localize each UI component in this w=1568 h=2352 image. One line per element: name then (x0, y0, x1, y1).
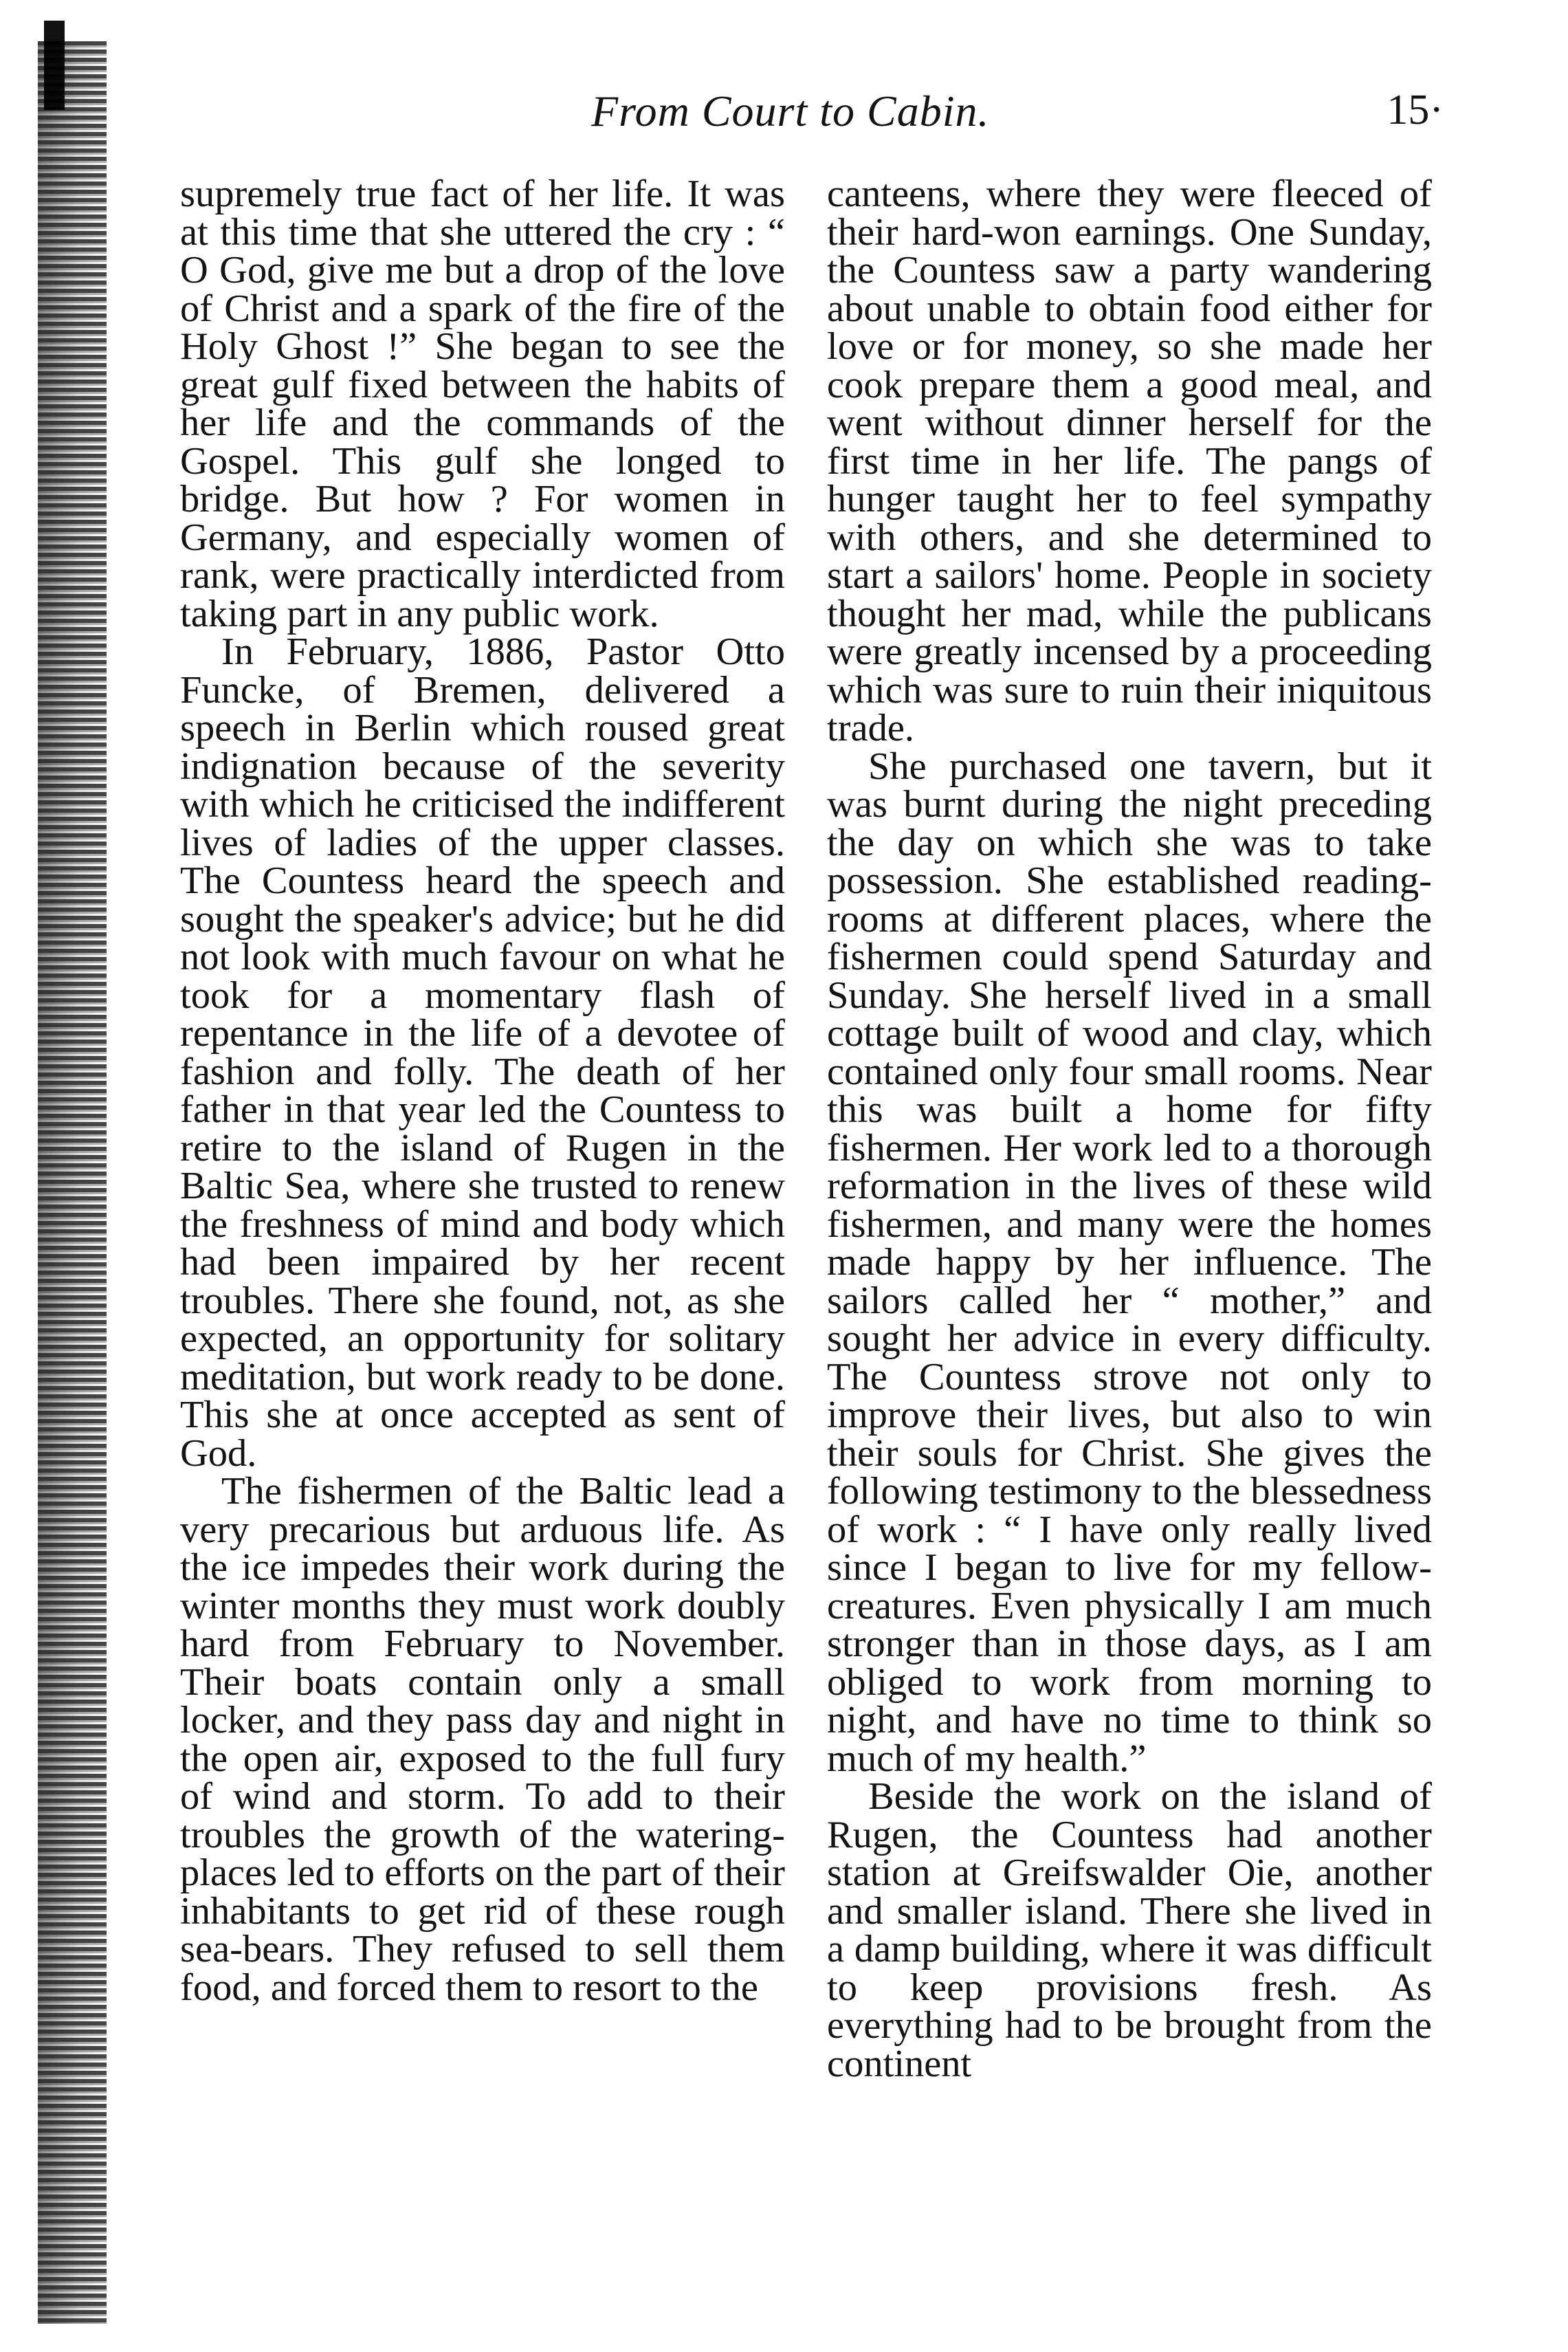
paragraph: canteens, where they were fleeced of their hard-won earnings. One Sunday, the Countess saw a party wandering about unable to obtain food either for love or for money, so she made her cook prepare them a good meal, and went without dinner herself for the first time in her life. The pangs of hunger taught her to feel sympathy with others, and she determined to start a sailors' home. People in society thought her mad, while the publicans were greatly incensed by a proceeding which was sure to ruin their iniquitous trade. (827, 173, 1432, 749)
binding-edge-shadow (38, 41, 107, 2324)
running-head: From Court to Cabin. (591, 87, 990, 135)
paragraph: supremely true fact of her life. It was at this time that she uttered the cry : “ O God, give me but a drop of the love of Christ and a spark of the fire of the Holy Ghost !” She began to see the great gulf fixed between the habits of her life and the commands of the Gospel. This gulf she longed to bridge. But how ? For women in Germany, and especially women of rank, were practically interdicted from taking part in any public work. (180, 173, 785, 635)
page-header (172, 69, 1444, 144)
paragraph: In February, 1886, Pastor Otto Funcke, of Bremen, delivered a speech in Berlin which roused great indignation because of the severity with which he criticised the indifferent lives of ladies of the upper classes. The Countess heard the speech and sought the speaker's advice; but he did not look with much favour on what he took for a momentary flash of repentance in the life of a devotee of fashion and folly. The death of her father in that year led the Countess to retire to the island of Rugen in the Baltic Sea, where she trusted to renew the freshness of mind and body which had been impaired by her recent troubles. There she found, not, as she expected, an opportunity for solitary meditation, but work ready to be done. This she at once accepted as sent of God. (180, 630, 785, 1475)
page-number: 15· (1387, 87, 1444, 133)
paragraph: The fishermen of the Baltic lead a very precarious but arduous life. As the ice impedes their work during the winter months they must work doubly hard from February to November. Their boats contain only a small locker, and they pass day and night in the open air, exposed to the full fury of wind and storm. To add to their troubles the growth of the watering-places led to efforts on the part of their inhabitants to get rid of these rough sea-bears. They refused to sell them food, and forced them to resort to the (180, 1470, 785, 2009)
right-column (827, 175, 1432, 2083)
left-column (180, 175, 785, 2007)
paragraph: She purchased one tavern, but it was burnt during the night preceding the day on which she was to take possession. She established reading-rooms at different places, where the fishermen could spend Saturday and Sunday. She herself lived in a small cottage built of wood and clay, which contained only four small rooms. Near this was built a home for fifty fishermen. Her work led to a thorough reformation in the lives of these wild fishermen, and many were the homes made happy by her influence. The sailors called her “ mother,” and sought her advice in every difficulty. The Countess strove not only to improve their lives, but also to win their souls for Christ. She gives the following testimony to the blessedness of work : “ I have only really lived since I began to live for my fellow-creatures. Even physically I am much stronger than in those days, as I am obliged to work from morning to night, and have no time to think so much of my health.” (827, 745, 1432, 1780)
paragraph: Beside the work on the island of Rugen, the Countess had another station at Greifswalder Oie, another and smaller island. There she lived in a damp building, where it was difficult to keep provisions fresh. As everything had to be brought from the continent (827, 1775, 1432, 2085)
